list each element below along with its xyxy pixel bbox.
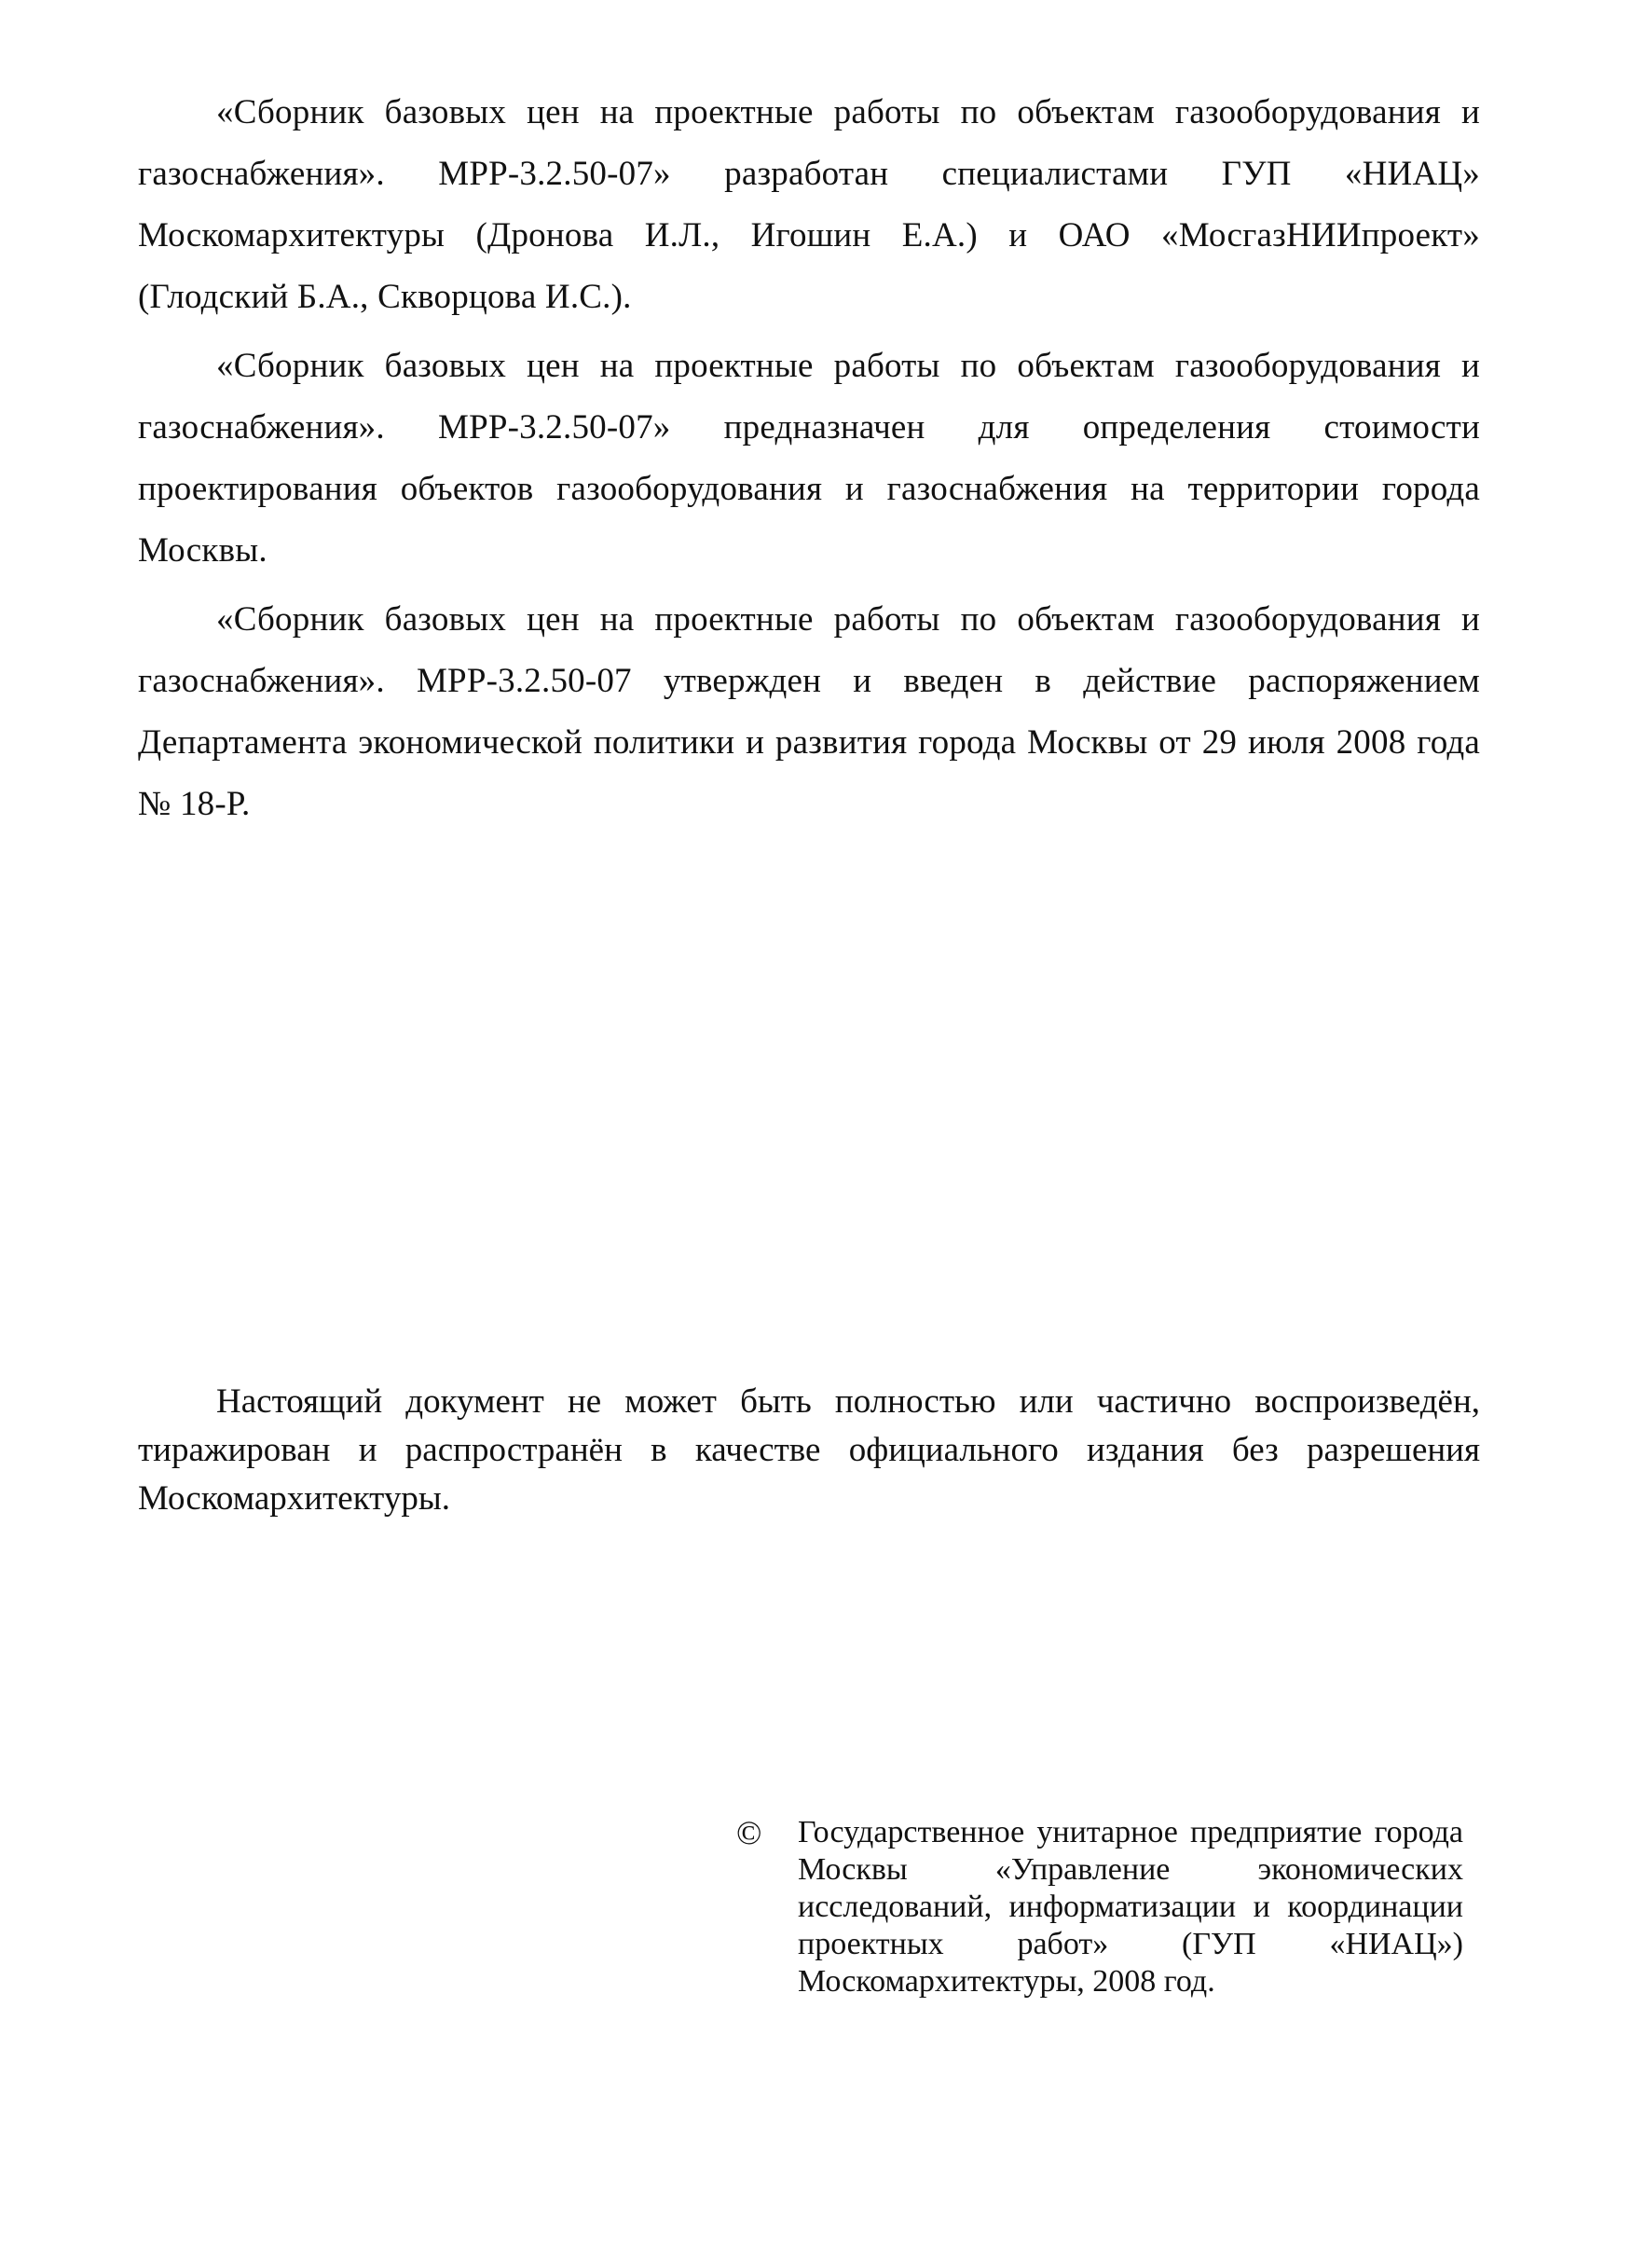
copyright-section (736, 1814, 1463, 2000)
copyright-icon: © (736, 1814, 762, 1851)
intro-paragraph-purpose: «Сборник базовых цен на проектные работы по объектам газооборудования и газоснабжения». МРР-3.2.50-07» предназначен для определения стоимости проектирования объектов газооборудования и газоснабжения на территории города Москвы. (138, 347, 1480, 570)
reproduction-notice: Настоящий документ не может быть полностью или частично воспроизведён, тиражирован и распространён в качестве официального издания без разрешения Москомархитектуры. (138, 1382, 1480, 1518)
intro-section (138, 82, 1480, 835)
copyright-holder-text: Государственное унитарное предприятие города Москвы «Управление экономических исследований, информатизации и координации проектных работ» (ГУП «НИАЦ») Москомархитектуры, 2008 год. (798, 1815, 1463, 1999)
intro-paragraph-authors: «Сборник базовых цен на проектные работы по объектам газооборудования и газоснабжения». МРР-3.2.50-07» разработан специалистами ГУП «НИАЦ» Москомархитектуры (Дронова И.Л., Игошин Е.А.) и ОАО «МосгазНИИпроект» (Глодский Б.А., Скворцова И.С.). (138, 93, 1480, 316)
copyright-notice-section (138, 1378, 1480, 1523)
intro-paragraph-approval: «Сборник базовых цен на проектные работы по объектам газооборудования и газоснабжения». МРР-3.2.50-07 утвержден и введен в действие распоряжением Департамента экономической политики и развития города Москвы от 29 июля 2008 года № 18-Р. (138, 600, 1480, 823)
